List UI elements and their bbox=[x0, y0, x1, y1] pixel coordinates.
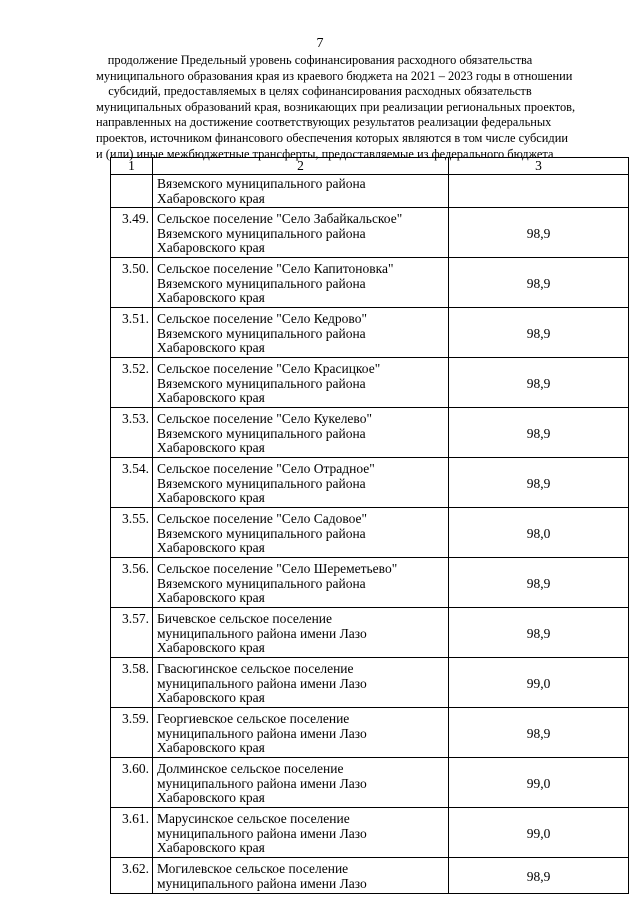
row-number: 3.54. bbox=[111, 458, 153, 508]
row-number bbox=[111, 175, 153, 208]
row-name-line: Хабаровского края bbox=[157, 290, 265, 306]
table-row bbox=[111, 258, 629, 308]
row-name bbox=[153, 708, 449, 758]
row-name-line: Вяземского муниципального района bbox=[157, 475, 366, 491]
row-name-line: Вяземского муниципального района bbox=[157, 325, 366, 341]
row-name bbox=[153, 408, 449, 458]
row-name-line: муниципального района имени Лазо bbox=[157, 825, 367, 841]
row-name-line: Вяземского муниципального района bbox=[157, 575, 366, 591]
row-name-line: Сельское поселение "Село Кукелево" bbox=[157, 411, 372, 426]
row-name bbox=[153, 758, 449, 808]
row-name bbox=[153, 808, 449, 858]
row-name-line: Хабаровского края bbox=[157, 640, 265, 656]
row-name bbox=[153, 358, 449, 408]
row-name-line: Вяземского муниципального района bbox=[157, 425, 366, 441]
row-name-line: Сельское поселение "Село Кедрово" bbox=[157, 311, 367, 326]
row-value: 98,9 bbox=[449, 858, 629, 894]
row-name-line: Вяземского муниципального района bbox=[157, 275, 366, 291]
row-name-line: Сельское поселение "Село Забайкальское" bbox=[157, 211, 403, 226]
row-value: 98,0 bbox=[449, 508, 629, 558]
row-number: 3.53. bbox=[111, 408, 153, 458]
table-row bbox=[111, 858, 629, 894]
row-value: 99,0 bbox=[449, 658, 629, 708]
row-name bbox=[153, 858, 449, 894]
heading-line: продолжение Предельный уровень софинансирования расходного обязательства bbox=[107, 53, 533, 67]
row-number: 3.56. bbox=[111, 558, 153, 608]
row-name-line: муниципального района имени Лазо bbox=[157, 875, 367, 891]
row-value: 98,9 bbox=[449, 458, 629, 508]
row-value: 98,9 bbox=[449, 608, 629, 658]
heading-line: муниципальных образований края, возникающих при реализации региональных проектов, bbox=[96, 99, 576, 114]
row-name bbox=[153, 508, 449, 558]
row-number: 3.50. bbox=[111, 258, 153, 308]
column-header-value: 3 bbox=[449, 158, 629, 175]
row-value: 98,9 bbox=[449, 408, 629, 458]
row-name-line: Долминское сельское поселение bbox=[157, 761, 344, 776]
row-name-line: Могилевское сельское поселение bbox=[157, 861, 349, 876]
table-row bbox=[111, 508, 629, 558]
row-name bbox=[153, 608, 449, 658]
table-row bbox=[111, 208, 629, 258]
row-value: 98,9 bbox=[449, 708, 629, 758]
row-number: 3.51. bbox=[111, 308, 153, 358]
row-name-line: Хабаровского края bbox=[157, 340, 265, 356]
continuation-row bbox=[111, 175, 629, 208]
heading-line: и (или) иные межбюджетные трансферты, предоставляемые из федерального бюджета bbox=[96, 146, 554, 161]
heading-line: муниципального образования края из краевого бюджета на 2021 – 2023 годы в отношении bbox=[96, 68, 573, 83]
row-number: 3.57. bbox=[111, 608, 153, 658]
row-number: 3.49. bbox=[111, 208, 153, 258]
row-name bbox=[153, 175, 449, 208]
table-header-row bbox=[111, 158, 629, 175]
row-name-line: муниципального района имени Лазо bbox=[157, 675, 367, 691]
subsidy-table bbox=[110, 157, 629, 894]
table-row bbox=[111, 558, 629, 608]
row-name-line: Вяземского муниципального района bbox=[157, 375, 366, 391]
row-name-line: Хабаровского края bbox=[157, 840, 265, 856]
row-number: 3.60. bbox=[111, 758, 153, 808]
heading-line: субсидий, предоставляемых в целях софинансирования расходных обязательств bbox=[108, 84, 532, 99]
row-value: 98,9 bbox=[449, 308, 629, 358]
row-name-line: Хабаровского края bbox=[157, 590, 265, 606]
row-number: 3.55. bbox=[111, 508, 153, 558]
row-name-line: Гвасюгинское сельское поселение bbox=[157, 661, 354, 676]
heading-line: проектов, источником финансового обеспечения которых являются в том числе субсидии bbox=[96, 130, 568, 145]
row-name-line: Вяземского муниципального района bbox=[157, 176, 366, 191]
row-name-line: Сельское поселение "Село Шереметьево" bbox=[157, 561, 398, 576]
row-name-line: Георгиевское сельское поселение bbox=[157, 711, 350, 726]
column-header-name: 2 bbox=[153, 158, 449, 175]
row-name-line: Хабаровского края bbox=[157, 190, 265, 206]
row-name bbox=[153, 458, 449, 508]
row-number: 3.52. bbox=[111, 358, 153, 408]
row-number: 3.62. bbox=[111, 858, 153, 894]
table-row bbox=[111, 708, 629, 758]
table-row bbox=[111, 358, 629, 408]
row-name-line: Хабаровского края bbox=[157, 440, 265, 456]
row-name-line: Сельское поселение "Село Садовое" bbox=[157, 511, 368, 526]
row-value: 98,9 bbox=[449, 558, 629, 608]
table-row bbox=[111, 808, 629, 858]
row-name-line: Бичевское сельское поселение bbox=[157, 611, 333, 626]
row-name-line: Хабаровского края bbox=[157, 240, 265, 256]
row-name-line: Марусинское сельское поселение bbox=[157, 811, 350, 826]
row-value: 99,0 bbox=[449, 758, 629, 808]
row-name bbox=[153, 208, 449, 258]
row-name-line: муниципального района имени Лазо bbox=[157, 725, 367, 741]
column-header-number: 1 bbox=[111, 158, 153, 175]
row-name bbox=[153, 258, 449, 308]
row-name bbox=[153, 658, 449, 708]
row-name-line: Сельское поселение "Село Капитоновка" bbox=[157, 261, 394, 276]
row-value bbox=[449, 175, 629, 208]
row-name-line: Сельское поселение "Село Красицкое" bbox=[157, 361, 381, 376]
row-name-line: Хабаровского края bbox=[157, 790, 265, 806]
row-value: 98,9 bbox=[449, 258, 629, 308]
row-name-line: Хабаровского края bbox=[157, 540, 265, 556]
row-name-line: муниципального района имени Лазо bbox=[157, 625, 367, 641]
row-name-line: Хабаровского края bbox=[157, 690, 265, 706]
row-name-line: Вяземского муниципального района bbox=[157, 225, 366, 241]
row-value: 98,9 bbox=[449, 358, 629, 408]
table-row bbox=[111, 308, 629, 358]
row-name-line: Вяземского муниципального района bbox=[157, 525, 366, 541]
row-name-line: муниципального района имени Лазо bbox=[157, 775, 367, 791]
row-value: 99,0 bbox=[449, 808, 629, 858]
row-number: 3.61. bbox=[111, 808, 153, 858]
row-name-line: Хабаровского края bbox=[157, 390, 265, 406]
row-value: 98,9 bbox=[449, 208, 629, 258]
row-name-line: Сельское поселение "Село Отрадное" bbox=[157, 461, 375, 476]
table-row bbox=[111, 458, 629, 508]
table-row bbox=[111, 758, 629, 808]
heading-line: направленных на достижение соответствующих результатов реализации федеральных bbox=[96, 115, 552, 130]
row-name bbox=[153, 308, 449, 358]
row-number: 3.58. bbox=[111, 658, 153, 708]
row-name-line: Хабаровского края bbox=[157, 490, 265, 506]
row-name-line: Хабаровского края bbox=[157, 740, 265, 756]
table-row bbox=[111, 658, 629, 708]
page-number: 7 bbox=[316, 36, 324, 51]
row-name bbox=[153, 558, 449, 608]
table-heading bbox=[96, 53, 576, 162]
table-row bbox=[111, 408, 629, 458]
table-row bbox=[111, 608, 629, 658]
row-number: 3.59. bbox=[111, 708, 153, 758]
